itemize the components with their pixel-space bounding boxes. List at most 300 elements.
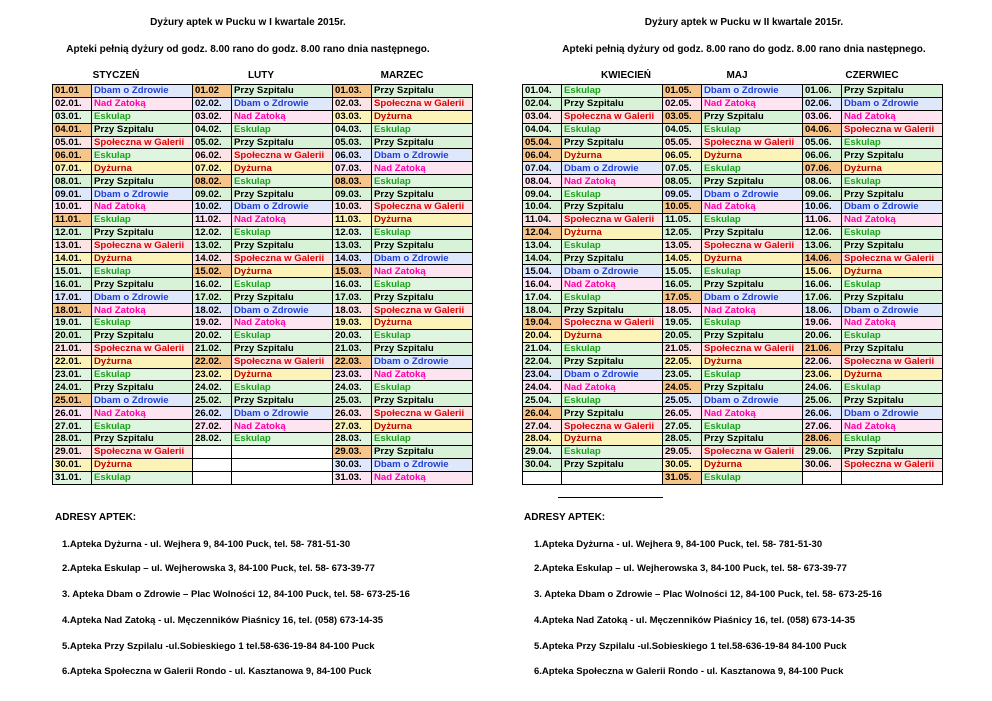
pharmacy-cell: Nad Zatoką	[702, 97, 803, 110]
date-cell: 12.05.	[663, 226, 702, 239]
date-cell: 24.06.	[803, 381, 842, 394]
pharmacy-cell: Eskulap	[92, 110, 193, 123]
table-row	[53, 368, 473, 381]
pharmacy-cell: Przy Szpitalu	[702, 110, 803, 123]
date-cell: 23.02.	[193, 368, 232, 381]
table-row	[523, 291, 943, 304]
date-cell: 19.01.	[53, 317, 92, 330]
pharmacy-cell: Dyżurna	[372, 213, 473, 226]
table-row	[53, 188, 473, 201]
table-row	[53, 381, 473, 394]
pharmacy-cell: Przy Szpitalu	[372, 239, 473, 252]
pharmacy-cell: Społeczna w Galerii	[232, 252, 333, 265]
table-row	[523, 252, 943, 265]
date-cell: 24.05.	[663, 381, 702, 394]
pharmacy-cell: Eskulap	[92, 317, 193, 330]
pharmacy-cell: Przy Szpitalu	[562, 201, 663, 214]
date-cell: 04.02.	[193, 123, 232, 136]
pharmacy-cell: Dbam o Zdrowie	[702, 85, 803, 98]
pharmacy-cell: Eskulap	[232, 329, 333, 342]
date-cell: 20.02.	[193, 329, 232, 342]
date-cell: 28.05.	[663, 433, 702, 446]
pharmacy-cell: Przy Szpitalu	[842, 188, 943, 201]
date-cell: 13.04.	[523, 239, 562, 252]
date-cell: 01.03.	[333, 85, 372, 98]
pharmacy-cell: Przy Szpitalu	[372, 445, 473, 458]
pharmacy-cell: Przy Szpitalu	[562, 458, 663, 471]
date-cell: 08.04.	[523, 175, 562, 188]
pharmacy-cell: Eskulap	[702, 265, 803, 278]
pharmacy-cell: Społeczna w Galerii	[92, 342, 193, 355]
table-row	[523, 407, 943, 420]
date-cell: 06.01.	[53, 149, 92, 162]
address-6: 6.Apteka Społeczna w Galerii Rondo - ul. Kasztanowa 9, 84-100 Puck	[62, 666, 372, 677]
date-cell: 26.06.	[803, 407, 842, 420]
q2-month-2: MAJ	[726, 70, 748, 81]
pharmacy-cell: Nad Zatoką	[842, 213, 943, 226]
date-cell: 21.02.	[193, 342, 232, 355]
date-cell: 26.05.	[663, 407, 702, 420]
table-row	[53, 201, 473, 214]
pharmacy-cell: Eskulap	[842, 278, 943, 291]
pharmacy-cell: Dyżurna	[702, 252, 803, 265]
pharmacy-cell: Eskulap	[92, 368, 193, 381]
pharmacy-cell: Eskulap	[232, 226, 333, 239]
table-row	[523, 110, 943, 123]
pharmacy-cell: Eskulap	[232, 381, 333, 394]
date-cell: 28.02.	[193, 433, 232, 446]
date-cell: 25.06.	[803, 394, 842, 407]
date-cell: 22.04.	[523, 355, 562, 368]
table-row	[53, 123, 473, 136]
pharmacy-cell: Społeczna w Galerii	[92, 445, 193, 458]
pharmacy-cell: Eskulap	[232, 175, 333, 188]
pharmacy-cell: Eskulap	[562, 291, 663, 304]
pharmacy-cell: Eskulap	[702, 213, 803, 226]
date-cell: 29.04.	[523, 445, 562, 458]
pharmacy-cell: Nad Zatoką	[372, 471, 473, 484]
pharmacy-cell: Dyżurna	[842, 265, 943, 278]
table-row	[523, 123, 943, 136]
pharmacy-cell: Eskulap	[372, 226, 473, 239]
date-cell: 03.05.	[663, 110, 702, 123]
pharmacy-cell: Dbam o Zdrowie	[92, 291, 193, 304]
pharmacy-cell: Przy Szpitalu	[562, 407, 663, 420]
pharmacy-cell: Przy Szpitalu	[232, 394, 333, 407]
date-cell: 04.04.	[523, 123, 562, 136]
date-cell: 21.03.	[333, 342, 372, 355]
q2-title: Dyżury aptek w Pucku w II kwartale 2015r.	[644, 17, 844, 28]
pharmacy-cell: Eskulap	[372, 123, 473, 136]
table-row	[53, 110, 473, 123]
table-row	[523, 355, 943, 368]
date-cell: 05.03.	[333, 136, 372, 149]
pharmacy-cell: Dyżurna	[232, 368, 333, 381]
pharmacy-cell: Nad Zatoką	[232, 317, 333, 330]
address-1: 1.Apteka Dyżurna - ul. Wejhera 9, 84-100 Puck, tel. 58- 781-51-30	[62, 539, 351, 550]
pharmacy-cell: Nad Zatoką	[562, 175, 663, 188]
pharmacy-cell: Przy Szpitalu	[842, 342, 943, 355]
date-cell: 20.03.	[333, 329, 372, 342]
date-cell: 10.06.	[803, 201, 842, 214]
pharmacy-cell: Dyżurna	[92, 458, 193, 471]
empty-date-cell	[193, 445, 232, 458]
date-cell: 19.03.	[333, 317, 372, 330]
pharmacy-cell: Nad Zatoką	[232, 213, 333, 226]
date-cell: 27.05.	[663, 420, 702, 433]
date-cell: 31.05.	[663, 471, 702, 484]
date-cell: 13.05.	[663, 239, 702, 252]
date-cell: 04.03.	[333, 123, 372, 136]
pharmacy-cell: Dbam o Zdrowie	[702, 394, 803, 407]
pharmacy-cell: Eskulap	[372, 381, 473, 394]
pharmacy-cell: Eskulap	[702, 420, 803, 433]
pharmacy-cell: Nad Zatoką	[92, 304, 193, 317]
q2-address-2: 2.Apteka Eskulap – ul. Wejherowska 3, 84-100 Puck, tel. 58- 673-39-77	[534, 563, 847, 574]
separator-line	[558, 497, 663, 498]
date-cell: 25.04.	[523, 394, 562, 407]
date-cell: 28.04.	[523, 433, 562, 446]
pharmacy-cell: Społeczna w Galerii	[372, 97, 473, 110]
date-cell: 01.06.	[803, 85, 842, 98]
date-cell: 05.01.	[53, 136, 92, 149]
pharmacy-cell: Dyżurna	[92, 162, 193, 175]
empty-pharmacy-cell	[232, 471, 333, 484]
date-cell: 17.06.	[803, 291, 842, 304]
date-cell: 01.01	[53, 85, 92, 98]
table-row	[523, 433, 943, 446]
q2-address-6: 6.Apteka Społeczna w Galerii Rondo - ul. Kasztanowa 9, 84-100 Puck	[534, 666, 844, 677]
pharmacy-cell: Nad Zatoką	[702, 201, 803, 214]
date-cell: 03.04.	[523, 110, 562, 123]
pharmacy-cell: Przy Szpitalu	[842, 291, 943, 304]
date-cell: 14.05.	[663, 252, 702, 265]
date-cell: 11.03.	[333, 213, 372, 226]
date-cell: 05.02.	[193, 136, 232, 149]
pharmacy-cell: Dyżurna	[562, 226, 663, 239]
table-row	[53, 471, 473, 484]
date-cell: 18.02.	[193, 304, 232, 317]
date-cell: 16.01.	[53, 278, 92, 291]
date-cell: 30.06.	[803, 458, 842, 471]
pharmacy-cell: Nad Zatoką	[372, 162, 473, 175]
table-row	[53, 342, 473, 355]
table-row	[523, 381, 943, 394]
pharmacy-cell: Przy Szpitalu	[702, 433, 803, 446]
q1-schedule-table	[52, 84, 473, 485]
pharmacy-cell: Nad Zatoką	[842, 420, 943, 433]
pharmacy-cell: Dbam o Zdrowie	[232, 97, 333, 110]
date-cell: 15.02.	[193, 265, 232, 278]
pharmacy-cell: Przy Szpitalu	[702, 381, 803, 394]
date-cell: 17.05.	[663, 291, 702, 304]
pharmacy-cell: Eskulap	[702, 317, 803, 330]
date-cell: 13.03.	[333, 239, 372, 252]
pharmacy-cell: Dbam o Zdrowie	[562, 265, 663, 278]
date-cell: 23.03.	[333, 368, 372, 381]
table-row	[53, 162, 473, 175]
date-cell: 20.05.	[663, 329, 702, 342]
date-cell: 06.05.	[663, 149, 702, 162]
date-cell: 16.06.	[803, 278, 842, 291]
date-cell: 20.01.	[53, 329, 92, 342]
pharmacy-cell: Społeczna w Galerii	[562, 420, 663, 433]
pharmacy-cell: Społeczna w Galerii	[842, 355, 943, 368]
pharmacy-cell: Dbam o Zdrowie	[562, 162, 663, 175]
pharmacy-cell: Dyżurna	[92, 252, 193, 265]
table-row	[53, 175, 473, 188]
date-cell: 25.03.	[333, 394, 372, 407]
table-row	[523, 420, 943, 433]
date-cell: 13.06.	[803, 239, 842, 252]
table-row	[523, 329, 943, 342]
empty-pharmacy-cell	[842, 471, 943, 484]
date-cell: 03.06.	[803, 110, 842, 123]
table-row	[523, 213, 943, 226]
pharmacy-cell: Nad Zatoką	[372, 368, 473, 381]
pharmacy-cell: Eskulap	[702, 471, 803, 484]
pharmacy-cell: Dbam o Zdrowie	[232, 304, 333, 317]
date-cell: 06.02.	[193, 149, 232, 162]
date-cell: 12.06.	[803, 226, 842, 239]
date-cell: 22.03.	[333, 355, 372, 368]
empty-pharmacy-cell	[562, 471, 663, 484]
q1-month-2: LUTY	[247, 70, 275, 81]
pharmacy-cell: Przy Szpitalu	[372, 394, 473, 407]
pharmacy-cell: Przy Szpitalu	[92, 278, 193, 291]
q2-month-1: KWIECIEŃ	[601, 70, 651, 81]
date-cell: 31.01.	[53, 471, 92, 484]
date-cell: 07.03.	[333, 162, 372, 175]
q1-title: Dyżury aptek w Pucku w I kwartale 2015r.	[150, 17, 346, 28]
table-row	[523, 175, 943, 188]
pharmacy-cell: Eskulap	[92, 149, 193, 162]
table-row	[523, 149, 943, 162]
pharmacy-cell: Przy Szpitalu	[562, 97, 663, 110]
table-row	[523, 445, 943, 458]
date-cell: 10.02.	[193, 201, 232, 214]
date-cell: 29.06.	[803, 445, 842, 458]
pharmacy-cell: Eskulap	[562, 123, 663, 136]
pharmacy-cell: Eskulap	[562, 445, 663, 458]
date-cell: 03.02.	[193, 110, 232, 123]
date-cell: 08.06.	[803, 175, 842, 188]
pharmacy-cell: Dbam o Zdrowie	[372, 252, 473, 265]
pharmacy-cell: Dyżurna	[232, 265, 333, 278]
pharmacy-cell: Przy Szpitalu	[372, 85, 473, 98]
date-cell: 02.02.	[193, 97, 232, 110]
table-row	[523, 239, 943, 252]
pharmacy-cell: Eskulap	[232, 433, 333, 446]
table-row	[523, 85, 943, 98]
pharmacy-cell: Przy Szpitalu	[842, 149, 943, 162]
date-cell: 13.01.	[53, 239, 92, 252]
date-cell: 19.05.	[663, 317, 702, 330]
date-cell: 24.03.	[333, 381, 372, 394]
pharmacy-cell: Przy Szpitalu	[562, 355, 663, 368]
date-cell: 12.01.	[53, 226, 92, 239]
date-cell: 07.05.	[663, 162, 702, 175]
date-cell: 05.04.	[523, 136, 562, 149]
date-cell: 14.03.	[333, 252, 372, 265]
pharmacy-cell: Eskulap	[372, 433, 473, 446]
pharmacy-cell: Dbam o Zdrowie	[232, 407, 333, 420]
pharmacy-cell: Społeczna w Galerii	[92, 136, 193, 149]
date-cell: 09.05.	[663, 188, 702, 201]
pharmacy-cell: Dbam o Zdrowie	[562, 368, 663, 381]
pharmacy-cell: Przy Szpitalu	[372, 188, 473, 201]
pharmacy-cell: Dbam o Zdrowie	[372, 458, 473, 471]
table-row	[523, 278, 943, 291]
pharmacy-cell: Dbam o Zdrowie	[702, 188, 803, 201]
pharmacy-cell: Dyżurna	[702, 355, 803, 368]
pharmacy-cell: Dyżurna	[232, 162, 333, 175]
date-cell: 10.03.	[333, 201, 372, 214]
date-cell: 22.05.	[663, 355, 702, 368]
table-row	[53, 317, 473, 330]
date-cell: 29.05.	[663, 445, 702, 458]
pharmacy-cell: Przy Szpitalu	[842, 239, 943, 252]
pharmacy-cell: Przy Szpitalu	[372, 342, 473, 355]
pharmacy-cell: Przy Szpitalu	[562, 136, 663, 149]
date-cell: 14.02.	[193, 252, 232, 265]
q2-month-3: CZERWIEC	[845, 70, 899, 81]
table-row	[53, 97, 473, 110]
pharmacy-cell: Społeczna w Galerii	[842, 252, 943, 265]
table-row	[53, 136, 473, 149]
date-cell: 07.01.	[53, 162, 92, 175]
pharmacy-cell: Społeczna w Galerii	[702, 136, 803, 149]
date-cell: 04.05.	[663, 123, 702, 136]
table-row	[53, 394, 473, 407]
date-cell: 28.06.	[803, 433, 842, 446]
pharmacy-cell: Eskulap	[372, 278, 473, 291]
pharmacy-cell: Dyżurna	[562, 329, 663, 342]
date-cell: 23.01.	[53, 368, 92, 381]
pharmacy-cell: Społeczna w Galerii	[842, 123, 943, 136]
date-cell: 18.06.	[803, 304, 842, 317]
pharmacy-cell: Przy Szpitalu	[92, 433, 193, 446]
table-row	[53, 304, 473, 317]
pharmacy-cell: Nad Zatoką	[702, 407, 803, 420]
q2-address-1: 1.Apteka Dyżurna - ul. Wejhera 9, 84-100 Puck, tel. 58- 781-51-30	[534, 539, 823, 550]
date-cell: 30.05.	[663, 458, 702, 471]
table-row	[523, 265, 943, 278]
date-cell: 21.04.	[523, 342, 562, 355]
table-row	[53, 291, 473, 304]
pharmacy-cell: Dyżurna	[562, 149, 663, 162]
date-cell: 26.02.	[193, 407, 232, 420]
pharmacy-cell: Społeczna w Galerii	[372, 201, 473, 214]
date-cell: 24.04.	[523, 381, 562, 394]
pharmacy-cell: Przy Szpitalu	[232, 291, 333, 304]
pharmacy-cell: Nad Zatoką	[232, 110, 333, 123]
address-4: 4.Apteka Nad Zatoką - ul. Męczenników Piaśnicy 16, tel. (058) 673-14-35	[62, 615, 384, 626]
pharmacy-cell: Dbam o Zdrowie	[92, 188, 193, 201]
date-cell: 17.04.	[523, 291, 562, 304]
pharmacy-cell: Eskulap	[842, 381, 943, 394]
date-cell: 21.01.	[53, 342, 92, 355]
pharmacy-cell: Społeczna w Galerii	[562, 110, 663, 123]
date-cell: 15.05.	[663, 265, 702, 278]
pharmacy-cell: Dbam o Zdrowie	[842, 97, 943, 110]
date-cell: 27.04.	[523, 420, 562, 433]
date-cell: 05.05.	[663, 136, 702, 149]
date-cell: 06.03.	[333, 149, 372, 162]
table-row	[53, 420, 473, 433]
pharmacy-cell: Dyżurna	[372, 420, 473, 433]
table-row	[523, 188, 943, 201]
pharmacy-cell: Przy Szpitalu	[842, 85, 943, 98]
pharmacy-cell: Nad Zatoką	[92, 407, 193, 420]
date-cell: 28.03.	[333, 433, 372, 446]
q1-month-3: MARZEC	[380, 70, 424, 81]
pharmacy-cell: Przy Szpitalu	[702, 329, 803, 342]
pharmacy-cell: Społeczna w Galerii	[702, 239, 803, 252]
pharmacy-cell: Eskulap	[842, 226, 943, 239]
date-cell: 20.04.	[523, 329, 562, 342]
date-cell: 11.01.	[53, 213, 92, 226]
date-cell: 04.06.	[803, 123, 842, 136]
q2-address-3: 3. Apteka Dbam o Zdrowie – Plac Wolności 12, 84-100 Puck, tel. 58- 673-25-16	[534, 589, 882, 600]
empty-date-cell	[193, 471, 232, 484]
date-cell: 24.02.	[193, 381, 232, 394]
date-cell: 22.02.	[193, 355, 232, 368]
date-cell: 14.01.	[53, 252, 92, 265]
date-cell: 04.01.	[53, 123, 92, 136]
pharmacy-cell: Eskulap	[702, 368, 803, 381]
date-cell: 01.02	[193, 85, 232, 98]
pharmacy-cell: Społeczna w Galerii	[232, 355, 333, 368]
pharmacy-cell: Eskulap	[372, 329, 473, 342]
pharmacy-cell: Eskulap	[842, 433, 943, 446]
table-row	[53, 213, 473, 226]
table-row	[523, 368, 943, 381]
pharmacy-cell: Przy Szpitalu	[562, 252, 663, 265]
date-cell: 27.02.	[193, 420, 232, 433]
date-cell: 31.03.	[333, 471, 372, 484]
table-row	[523, 317, 943, 330]
pharmacy-cell: Eskulap	[372, 175, 473, 188]
pharmacy-cell: Eskulap	[92, 471, 193, 484]
date-cell: 14.06.	[803, 252, 842, 265]
date-cell: 11.04.	[523, 213, 562, 226]
date-cell: 16.04.	[523, 278, 562, 291]
date-cell: 11.06.	[803, 213, 842, 226]
date-cell: 08.03.	[333, 175, 372, 188]
quarter-2-panel	[496, 0, 992, 701]
pharmacy-cell: Nad Zatoką	[842, 317, 943, 330]
date-cell: 17.03.	[333, 291, 372, 304]
table-row	[53, 445, 473, 458]
q1-month-1: STYCZEŃ	[92, 70, 140, 81]
pharmacy-cell: Przy Szpitalu	[232, 136, 333, 149]
pharmacy-cell: Przy Szpitalu	[92, 381, 193, 394]
date-cell: 13.02.	[193, 239, 232, 252]
pharmacy-cell: Społeczna w Galerii	[562, 213, 663, 226]
date-cell: 05.06.	[803, 136, 842, 149]
date-cell: 11.05.	[663, 213, 702, 226]
date-cell: 01.05.	[663, 85, 702, 98]
pharmacy-cell: Społeczna w Galerii	[372, 304, 473, 317]
table-row	[523, 304, 943, 317]
date-cell: 30.01.	[53, 458, 92, 471]
pharmacy-cell: Eskulap	[702, 123, 803, 136]
date-cell: 16.02.	[193, 278, 232, 291]
pharmacy-cell: Przy Szpitalu	[372, 291, 473, 304]
pharmacy-cell: Przy Szpitalu	[92, 329, 193, 342]
q2-address-5: 5.Apteka Przy Szpilalu -ul.Sobieskiego 1 tel.58-636-19-84 84-100 Puck	[534, 641, 847, 652]
